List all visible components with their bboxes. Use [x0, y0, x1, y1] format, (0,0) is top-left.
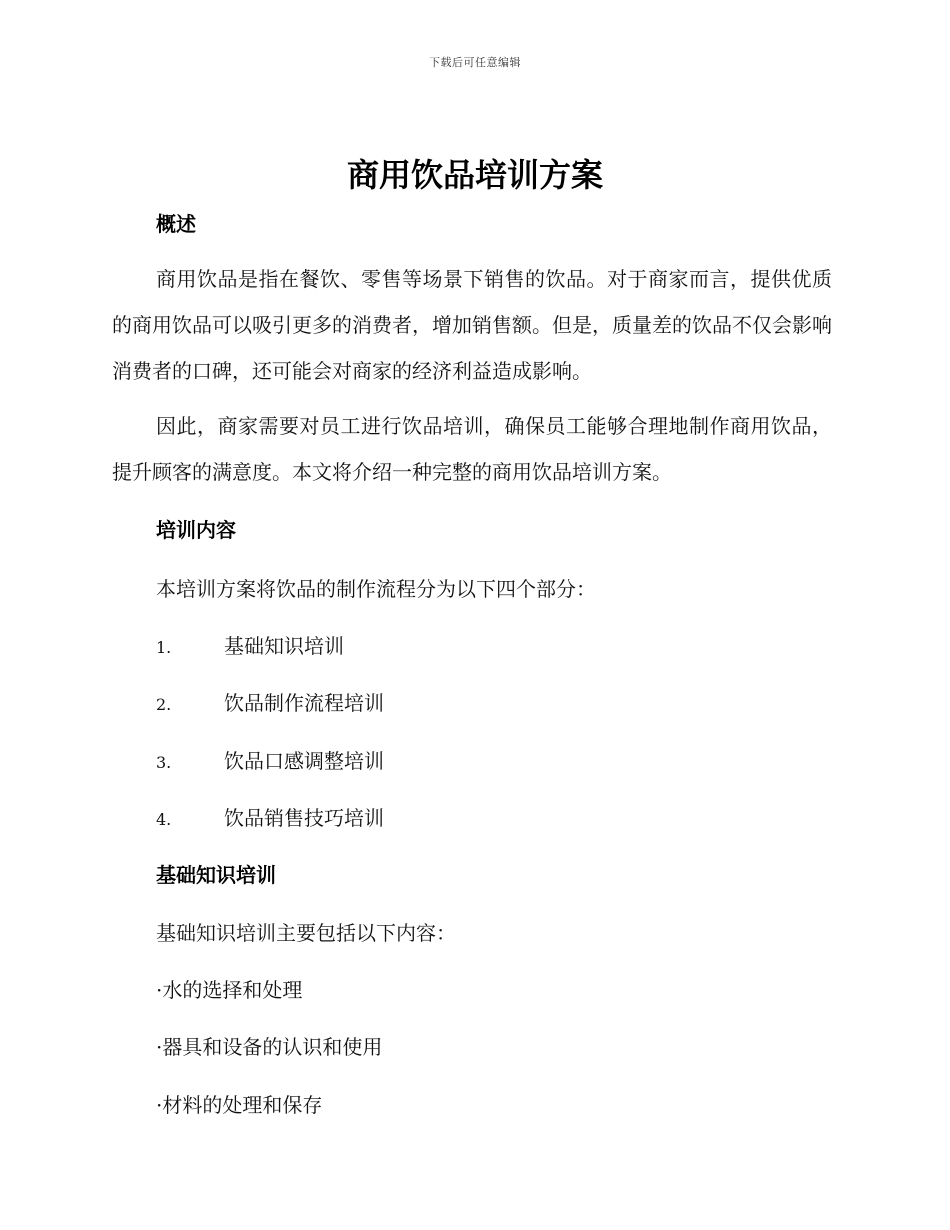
paragraph-overview-1: 商用饮品是指在餐饮、零售等场景下销售的饮品。对于商家而言，提供优质的商用饮品可以吸引更多的消费者，增加销售额。但是，质量差的饮品不仅会影响消费者的口碑，还可能会对商家的经济利益造成影响。: [112, 267, 832, 383]
bullet-text: 器具和设备的认识和使用: [162, 1035, 383, 1059]
bullet-mark: ·: [156, 1035, 163, 1059]
list-item-number: 4.: [156, 810, 172, 829]
basic-knowledge-intro: 基础知识培训主要包括以下内容：: [156, 921, 456, 945]
bullet-item: [156, 1031, 382, 1060]
bullet-item: [156, 1089, 322, 1118]
list-item-text: 饮品销售技巧培训: [224, 806, 384, 830]
list-item-number: 1.: [156, 638, 172, 657]
training-content-intro: 本培训方案将饮品的制作流程分为以下四个部分：: [156, 577, 596, 601]
list-item-text: 基础知识培训: [224, 634, 344, 658]
list-item-text: 饮品制作流程培训: [224, 691, 384, 715]
heading-basic-knowledge: 基础知识培训: [156, 863, 276, 887]
document-title: 商用饮品培训方案: [346, 156, 603, 194]
heading-overview: 概述: [156, 212, 196, 236]
list-item-number: 3.: [156, 753, 172, 772]
list-item: [156, 802, 384, 831]
bullet-text: 材料的处理和保存: [162, 1093, 323, 1117]
list-item-number: 2.: [156, 695, 172, 714]
list-item-text: 饮品口感调整培训: [224, 749, 384, 773]
bullet-text: 水的选择和处理: [162, 978, 303, 1002]
list-item: [156, 630, 344, 659]
paragraph-overview-2: 因此，商家需要对员工进行饮品培训，确保员工能够合理地制作商用饮品，提升顾客的满意度。本文将介绍一种完整的商用饮品培训方案。: [112, 414, 832, 484]
bullet-mark: ·: [156, 1093, 163, 1117]
list-item: [156, 687, 384, 716]
bullet-mark: ·: [156, 978, 163, 1002]
bullet-item: [156, 974, 302, 1003]
heading-training-content: 培训内容: [156, 518, 236, 542]
list-item: [156, 745, 384, 774]
header-note: 下载后可任意编辑: [429, 56, 521, 69]
